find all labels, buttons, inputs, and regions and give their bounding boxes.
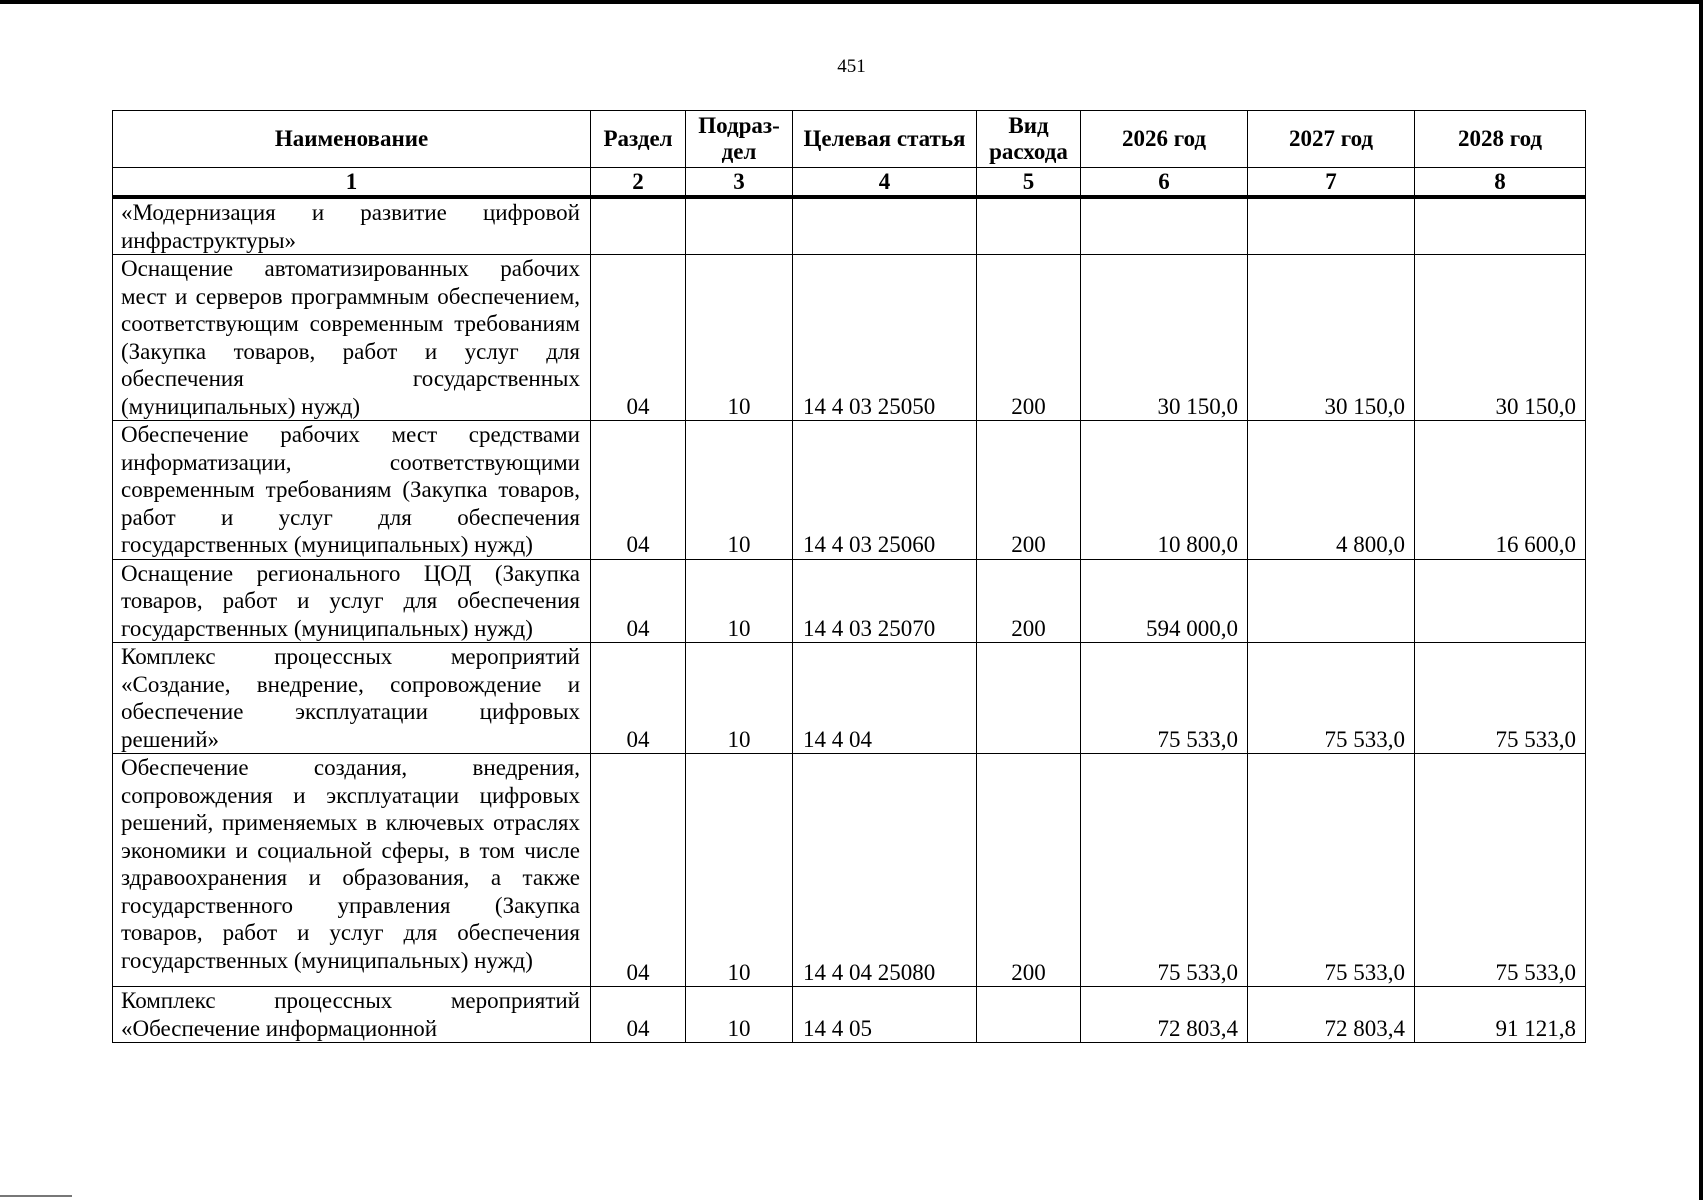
cell-razdel: 04 — [591, 754, 686, 987]
cell-2028: 75 533,0 — [1415, 643, 1586, 754]
cell-vid: 200 — [977, 559, 1081, 643]
cell-podrazdel: 10 — [686, 421, 793, 560]
cell-target: 14 4 03 25050 — [793, 255, 977, 421]
cell-target: 14 4 04 — [793, 643, 977, 754]
cell-2028: 30 150,0 — [1415, 255, 1586, 421]
column-number: 2 — [591, 168, 686, 198]
header-2027: 2027 год — [1248, 111, 1415, 168]
table-row — [113, 197, 1586, 255]
cell-2028: 75 533,0 — [1415, 754, 1586, 987]
cell-podrazdel: 10 — [686, 643, 793, 754]
row-name-text: Комплекс процессных мероприятий «Обеспечение информационной — [121, 988, 580, 1041]
column-number: 8 — [1415, 168, 1586, 198]
cell-razdel: 04 — [591, 421, 686, 560]
header-2028: 2028 год — [1415, 111, 1586, 168]
cell-vid — [977, 987, 1081, 1043]
cell-razdel — [591, 197, 686, 255]
cell-2027: 75 533,0 — [1248, 754, 1415, 987]
scan-edge-top — [0, 0, 1703, 4]
table-row — [113, 987, 1586, 1043]
cell-name — [113, 421, 591, 560]
cell-2026: 72 803,4 — [1081, 987, 1248, 1043]
column-number: 3 — [686, 168, 793, 198]
cell-target: 14 4 05 — [793, 987, 977, 1043]
column-number: 4 — [793, 168, 977, 198]
cell-2027: 75 533,0 — [1248, 643, 1415, 754]
cell-name — [113, 559, 591, 643]
cell-2027: 4 800,0 — [1248, 421, 1415, 560]
scan-edge-right — [1699, 0, 1703, 1200]
cell-razdel: 04 — [591, 643, 686, 754]
row-name-text: Обеспечение создания, внедрения, сопровождения и эксплуатации цифровых решений, применяемых в ключевых отраслях экономики и социальной сферы, в том числе здравоохранения и образования, а также государственного управления (Закупка товаров, работ и услуг для обеспечения государственных (муниципальных) нужд) — [121, 755, 580, 973]
cell-razdel: 04 — [591, 987, 686, 1043]
budget-table — [112, 110, 1586, 1043]
header-vid: Вид расхода — [977, 111, 1081, 168]
table-header — [113, 111, 1586, 198]
table-row — [113, 255, 1586, 421]
header-target: Целевая статья — [793, 111, 977, 168]
cell-name — [113, 255, 591, 421]
cell-2026 — [1081, 197, 1248, 255]
row-name-text: Обеспечение рабочих мест средствами информатизации, соответствующими современным требованиям (Закупка товаров, работ и услуг для обеспечения государственных (муниципальных) нужд) — [121, 422, 580, 557]
cell-vid: 200 — [977, 754, 1081, 987]
cell-target — [793, 197, 977, 255]
scan-edge-left — [0, 1195, 72, 1197]
cell-podrazdel: 10 — [686, 255, 793, 421]
column-number: 1 — [113, 168, 591, 198]
cell-target: 14 4 03 25060 — [793, 421, 977, 560]
column-number-row — [113, 168, 1586, 198]
cell-2026: 594 000,0 — [1081, 559, 1248, 643]
cell-podrazdel: 10 — [686, 987, 793, 1043]
table-row — [113, 559, 1586, 643]
cell-vid — [977, 643, 1081, 754]
cell-podrazdel: 10 — [686, 559, 793, 643]
cell-vid — [977, 197, 1081, 255]
cell-podrazdel — [686, 197, 793, 255]
column-number: 6 — [1081, 168, 1248, 198]
header-2026: 2026 год — [1081, 111, 1248, 168]
cell-2028: 91 121,8 — [1415, 987, 1586, 1043]
cell-target: 14 4 04 25080 — [793, 754, 977, 987]
row-name-text: Оснащение автоматизированных рабочих мест и серверов программным обеспечением, соответствующим современным требованиям (Закупка товаров, работ и услуг для обеспечения государственных (муниципальных) нужд) — [121, 256, 580, 419]
header-row — [113, 111, 1586, 168]
cell-razdel: 04 — [591, 559, 686, 643]
table-row — [113, 754, 1586, 987]
cell-razdel: 04 — [591, 255, 686, 421]
column-number: 7 — [1248, 168, 1415, 198]
cell-2027 — [1248, 559, 1415, 643]
header-name: Наименование — [113, 111, 591, 168]
page-number: 451 — [837, 56, 866, 77]
column-number: 5 — [977, 168, 1081, 198]
cell-2026: 30 150,0 — [1081, 255, 1248, 421]
row-name-text: Комплекс процессных мероприятий «Создание, внедрение, сопровождение и обеспечение эксплуатации цифровых решений» — [121, 644, 580, 752]
cell-podrazdel: 10 — [686, 754, 793, 987]
cell-name — [113, 643, 591, 754]
cell-name — [113, 754, 591, 987]
cell-2026: 10 800,0 — [1081, 421, 1248, 560]
cell-name — [113, 197, 591, 255]
cell-2028 — [1415, 559, 1586, 643]
header-podrazdel: Подраз-дел — [686, 111, 793, 168]
cell-name — [113, 987, 591, 1043]
table-row — [113, 643, 1586, 754]
cell-2027: 30 150,0 — [1248, 255, 1415, 421]
cell-2027 — [1248, 197, 1415, 255]
table-row — [113, 421, 1586, 560]
cell-2026: 75 533,0 — [1081, 643, 1248, 754]
cell-2028 — [1415, 197, 1586, 255]
cell-2026: 75 533,0 — [1081, 754, 1248, 987]
cell-vid: 200 — [977, 421, 1081, 560]
cell-target: 14 4 03 25070 — [793, 559, 977, 643]
cell-2027: 72 803,4 — [1248, 987, 1415, 1043]
cell-2028: 16 600,0 — [1415, 421, 1586, 560]
table-body — [113, 197, 1586, 1043]
header-razdel: Раздел — [591, 111, 686, 168]
cell-vid: 200 — [977, 255, 1081, 421]
row-name-text: Оснащение регионального ЦОД (Закупка товаров, работ и услуг для обеспечения государственных (муниципальных) нужд) — [121, 560, 580, 641]
row-name-text: «Модернизация и развитие цифровой инфраструктуры» — [121, 200, 580, 253]
